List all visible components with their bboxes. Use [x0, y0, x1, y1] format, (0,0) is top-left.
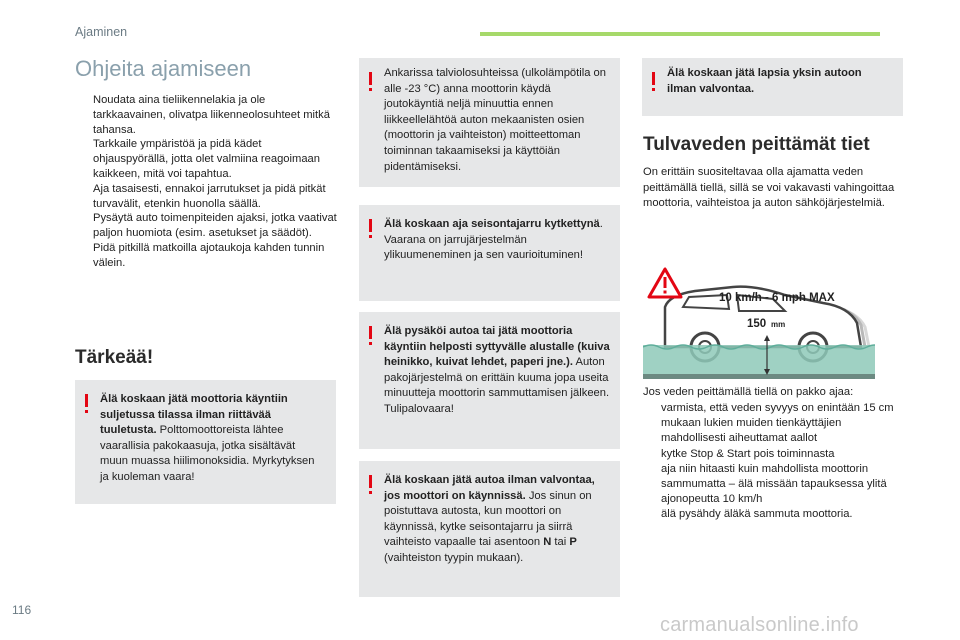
- warning-text: Älä koskaan jätä autoa ilman valvontaa, jos moottori on käynnissä. Jos sinun on poistuttava autosta, kun moottori on käynnissä, kytke seisontajarru ja siirrä vaihteisto vapaalle tai asentoon N tai P (vaihteiston tyypin mukaan).: [384, 474, 595, 564]
- list-item: Pysäytä auto toimenpiteiden ajaksi, jotka vaativat paljon huomiota (esim. asetukset ja säädöt).: [93, 212, 337, 240]
- section-title: Ajaminen: [75, 25, 128, 39]
- warning-icon: [369, 326, 375, 348]
- flood-instructions-list: [643, 401, 905, 523]
- list-item: Tarkkaile ympäristöä ja pidä kädet ohjauspyörällä, jotta olet valmiina reagoimaan kaikkeen, mitä voi tapahtua.: [93, 138, 320, 180]
- warning-text: Älä koskaan jätä moottoria käyntiin suljetussa tilassa ilman riittävää tuuletusta. Polttomoottoreista lähtee vaarallisia pakokaasuja, jotka sisältävät muun muassa hiilimonoksidia. Myrkytyksen ja kuoleman vaara!: [100, 393, 315, 483]
- depth-unit-label: mm: [771, 320, 786, 329]
- warning-icon: [652, 72, 658, 94]
- list-item: Noudata aina tieliikennelakia ja ole tarkkaavainen, olivatpa liikenneolosuhteet mitkä tahansa.: [93, 94, 330, 136]
- warning-box-winter: [359, 58, 620, 187]
- road-surface: [643, 374, 875, 379]
- warning-triangle-mark: [664, 277, 667, 288]
- watermark: carmanualsonline.info: [660, 614, 859, 636]
- warning-icon: [369, 72, 375, 94]
- if-flooded-intro: Jos veden peittämällä tiellä on pakko ajaa:: [643, 386, 854, 398]
- important-heading: Tärkeää!: [75, 347, 154, 368]
- warning-text: Älä koskaan jätä lapsia yksin autoon ilman valvontaa.: [667, 67, 862, 95]
- page-number: 116: [12, 603, 32, 617]
- page-title: Ohjeita ajamiseen: [75, 56, 252, 81]
- warning-text: Älä koskaan aja seisontajarru kytkettynä. Vaarana on jarrujärjestelmän ylikuumeneminen ja sen vaurioituminen!: [384, 218, 603, 262]
- list-item: kytke Stop & Start pois toiminnasta: [661, 447, 835, 460]
- warning-icon: [369, 475, 375, 497]
- list-item: älä pysähdy äläkä sammuta moottoria.: [661, 508, 853, 521]
- list-item: Pidä pitkillä matkoilla ajotaukoja kahden tunnin välein.: [93, 241, 325, 269]
- warning-triangle-dot: [664, 291, 667, 294]
- warning-icon: [85, 394, 91, 416]
- warning-box-children: [642, 58, 903, 116]
- speed-limit-label: 10 km/h - 6 mph MAX: [719, 292, 835, 304]
- warning-box-unattended-car: [359, 461, 620, 597]
- warning-text: Älä pysäköi autoa tai jätä moottoria käyntiin helposti syttyvälle alustalle (kuiva heinikko, kuivat lehdet, paperi jne.). Auton pakojärjestelmä on erittäin kuuma jopa useita minuutteja moottorin sammuttamisen jälkeen. Tulipalovaara!: [384, 325, 610, 415]
- warning-box-engine-ventilation: [75, 380, 336, 504]
- flood-intro-paragraph: On erittäin suositeltavaa olla ajamatta veden peittämällä tiellä, sillä se voi vakavasti vahingoittaa moottoria, vaihteistoa ja auton sähköjärjestelmiä.: [643, 166, 895, 210]
- warning-box-flammable-surface: [359, 312, 620, 449]
- flood-water-illustration: [643, 255, 875, 379]
- list-item: Aja tasaisesti, ennakoi jarrutukset ja pidä pitkät turvavälit, etenkin huonolla säällä.: [93, 182, 326, 210]
- warning-icon: [369, 219, 375, 241]
- list-item: aja niin hitaasti kuin mahdollista moottorin sammumatta – älä missään tapauksessa ylitä ajonopeutta 10 km/h: [661, 462, 887, 506]
- depth-value-label: 150: [747, 318, 767, 330]
- warning-box-parking-brake: [359, 205, 620, 301]
- warning-text: Ankarissa talviolosuhteissa (ulkolämpötila on alle -23 °C) anna moottorin käydä joutokäyntiä neljä minuuttia ennen liikkeellelähtöä auton mekaanisten osien (moottorin ja vaihteiston) moitteettoman toiminnan takaamiseksi ja käyttöiän pidentämiseksi.: [384, 67, 606, 173]
- driving-tips-list: [75, 93, 337, 271]
- flood-section-heading: Tulvaveden peittämät tiet: [643, 134, 870, 155]
- flood-water: [643, 345, 875, 379]
- list-item: varmista, että veden syvyys on enintään 15 cm mukaan lukien muiden tienkäyttäjien mahdollisesti aiheuttamat aallot: [661, 402, 894, 445]
- section-accent-bar: [480, 32, 880, 36]
